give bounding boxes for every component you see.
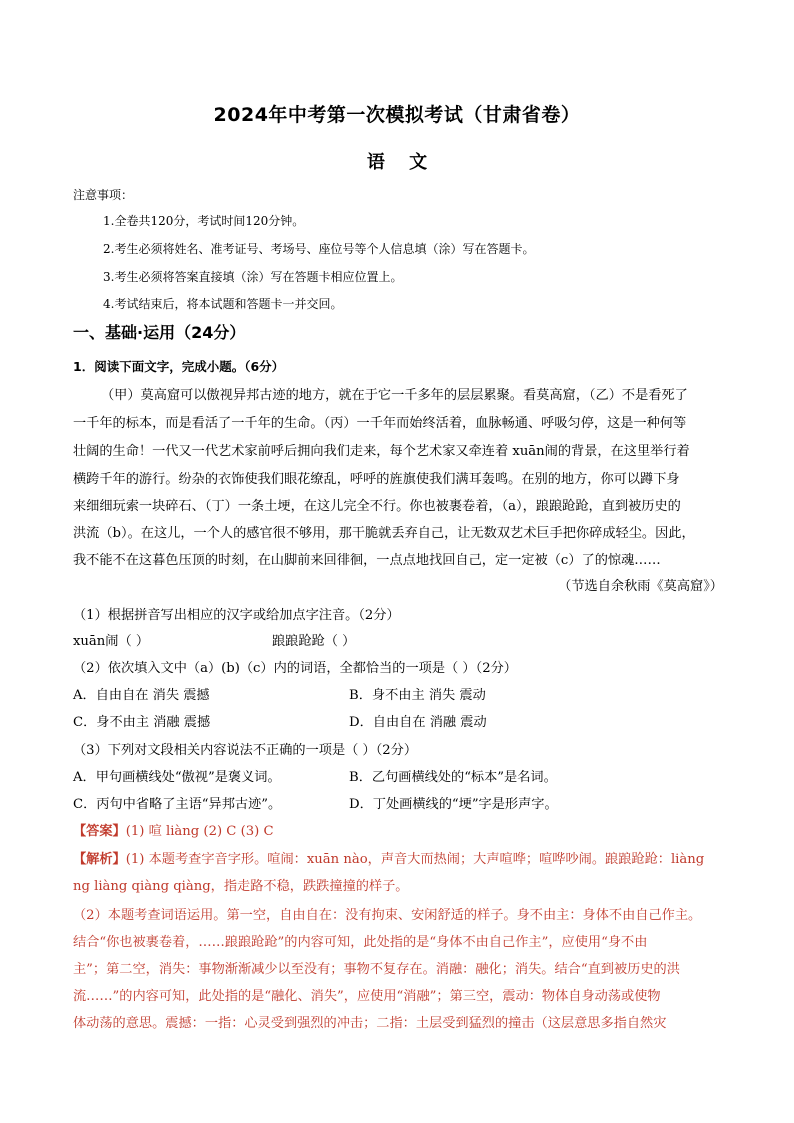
passage-line: 来细细玩索一块碎石、（丁）一条土埂，在这儿完全不行。你也被裹卷着，（a），踉踉跄跄，直到被历史的 bbox=[73, 499, 681, 514]
passage-line: 我不能不在这暮色压顶的时刻，在山脚前来回徘徊，一点点地找回自己，定一定被（c）了的惊魂…… bbox=[73, 553, 661, 568]
notice-label: 注意事项： bbox=[73, 188, 134, 202]
option-c: C．丙句中省略了主语“异邦古迹”。 bbox=[73, 797, 282, 812]
passage-line: （甲）莫高窟可以傲视异邦古迹的地方，就在于它一千多年的层层累聚。看莫高窟，（乙）不是看死了 bbox=[101, 388, 688, 403]
notice-item: 1.全卷共120分，考试时间120分钟。 bbox=[103, 214, 305, 228]
analysis-line: （2）本题考查词语运用。第一空，自由自在：没有拘束、安闲舒适的样子。身不由主：身体不由自己作主。 bbox=[73, 908, 702, 923]
answer-tag: 【答案】 bbox=[73, 824, 126, 839]
subquestion-1-prompt: （1）根据拼音写出相应的汉字或给加点字注音。（2分） bbox=[73, 608, 400, 623]
char-blank: 踉踉跄跄（ ） bbox=[272, 634, 356, 649]
passage-line: 横跨千年的游行。纷杂的衣饰使我们眼花缭乱，呼呼的旌旗使我们满耳轰鸣。在别的地方，你可以蹲下身 bbox=[73, 472, 680, 487]
option-b: B．身不由主 消失 震动 bbox=[349, 688, 486, 703]
analysis-line: 结合“你也被裹卷着，……踉踉跄跄”的内容可知，此处指的是“身体不由自己作主”，应使用“身不由 bbox=[73, 935, 648, 950]
notice-item: 4.考试结束后，将本试题和答题卡一并交回。 bbox=[103, 297, 343, 311]
section-heading: 一、基础·运用（24分） bbox=[73, 323, 246, 342]
exam-title: 2024年中考第一次模拟考试（甘肃省卷） bbox=[213, 104, 581, 126]
answer-text: (1) 喧 liàng (2) C (3) C bbox=[125, 824, 274, 839]
passage-line: 洪流（b）。在这儿，一个人的感官很不够用，那干脆就丢弃自己，让无数双艺术巨手把你碎成轻尘。因此， bbox=[73, 526, 695, 541]
subquestion-3-prompt: （3）下列对文段相关内容说法不正确的一项是（ ）（2分） bbox=[73, 743, 418, 758]
option-b: B．乙句画横线处的“标本”是名词。 bbox=[349, 770, 557, 785]
analysis-text: (1) 本题考查字音字形。喧闹：xuān nào，声音大而热闹；大声喧哗；喧哗吵闹。踉踉跄跄：liàng bbox=[125, 852, 705, 867]
analysis-line: 流……”的内容可知，此处指的是“融化、消失”，应使用“消融”；第三空，震动：物体自身动荡或使物 bbox=[73, 989, 661, 1004]
analysis-line: 主”；第二空，消失：事物渐渐减少以至没有；事物不复存在。消融：融化；消失。结合“直到被历史的洪 bbox=[73, 962, 680, 977]
passage-source: （节选自余秋雨《莫高窟》） bbox=[558, 579, 723, 594]
option-a: A．甲句画横线处“傲视”是褒义词。 bbox=[73, 770, 281, 785]
answer-line bbox=[73, 820, 725, 839]
analysis-tag: 【解析】 bbox=[73, 852, 126, 867]
subject-title: 语 文 bbox=[366, 152, 428, 173]
passage-line: 一千年的标本，而是看活了一千年的生命。（丙）一千年而始终活着，血脉畅通、呼吸匀停，这是一种何等 bbox=[73, 416, 687, 431]
option-d: D．丁处画横线的“埂”字是形声字。 bbox=[349, 797, 558, 812]
option-c: C．身不由主 消融 震撼 bbox=[73, 715, 211, 730]
analysis-line: ng liàng qiàng qiàng，指走路不稳，跌跌撞撞的样子。 bbox=[73, 879, 409, 894]
question-heading: 1．阅读下面文字，完成小题。（6分） bbox=[73, 359, 285, 374]
notice-item: 3.考生必须将答案直接填（涂）写在答题卡相应位置上。 bbox=[103, 270, 403, 284]
analysis-line: 体动荡的意思。震撼：一指：心灵受到强烈的冲击；二指：土层受到猛烈的撞击（这层意思多指自然灾 bbox=[73, 1016, 667, 1031]
analysis-line bbox=[73, 848, 725, 867]
passage-line: 壮阔的生命！一代又一代艺术家前呼后拥向我们走来，每个艺术家又牵连着 xuān闹的背景，在这里举行着 bbox=[73, 444, 690, 459]
option-a: A．自由自在 消失 震撼 bbox=[73, 688, 210, 703]
pinyin-blank: xuān闹（ ） bbox=[73, 634, 150, 649]
option-d: D．自由自在 消融 震动 bbox=[349, 715, 487, 730]
subquestion-2-prompt: （2）依次填入文中（a）(b)（c）内的词语，全都恰当的一项是（ ）（2分） bbox=[73, 661, 517, 676]
notice-item: 2.考生必须将姓名、准考证号、考场号、座位号等个人信息填（涂）写在答题卡。 bbox=[103, 242, 535, 256]
